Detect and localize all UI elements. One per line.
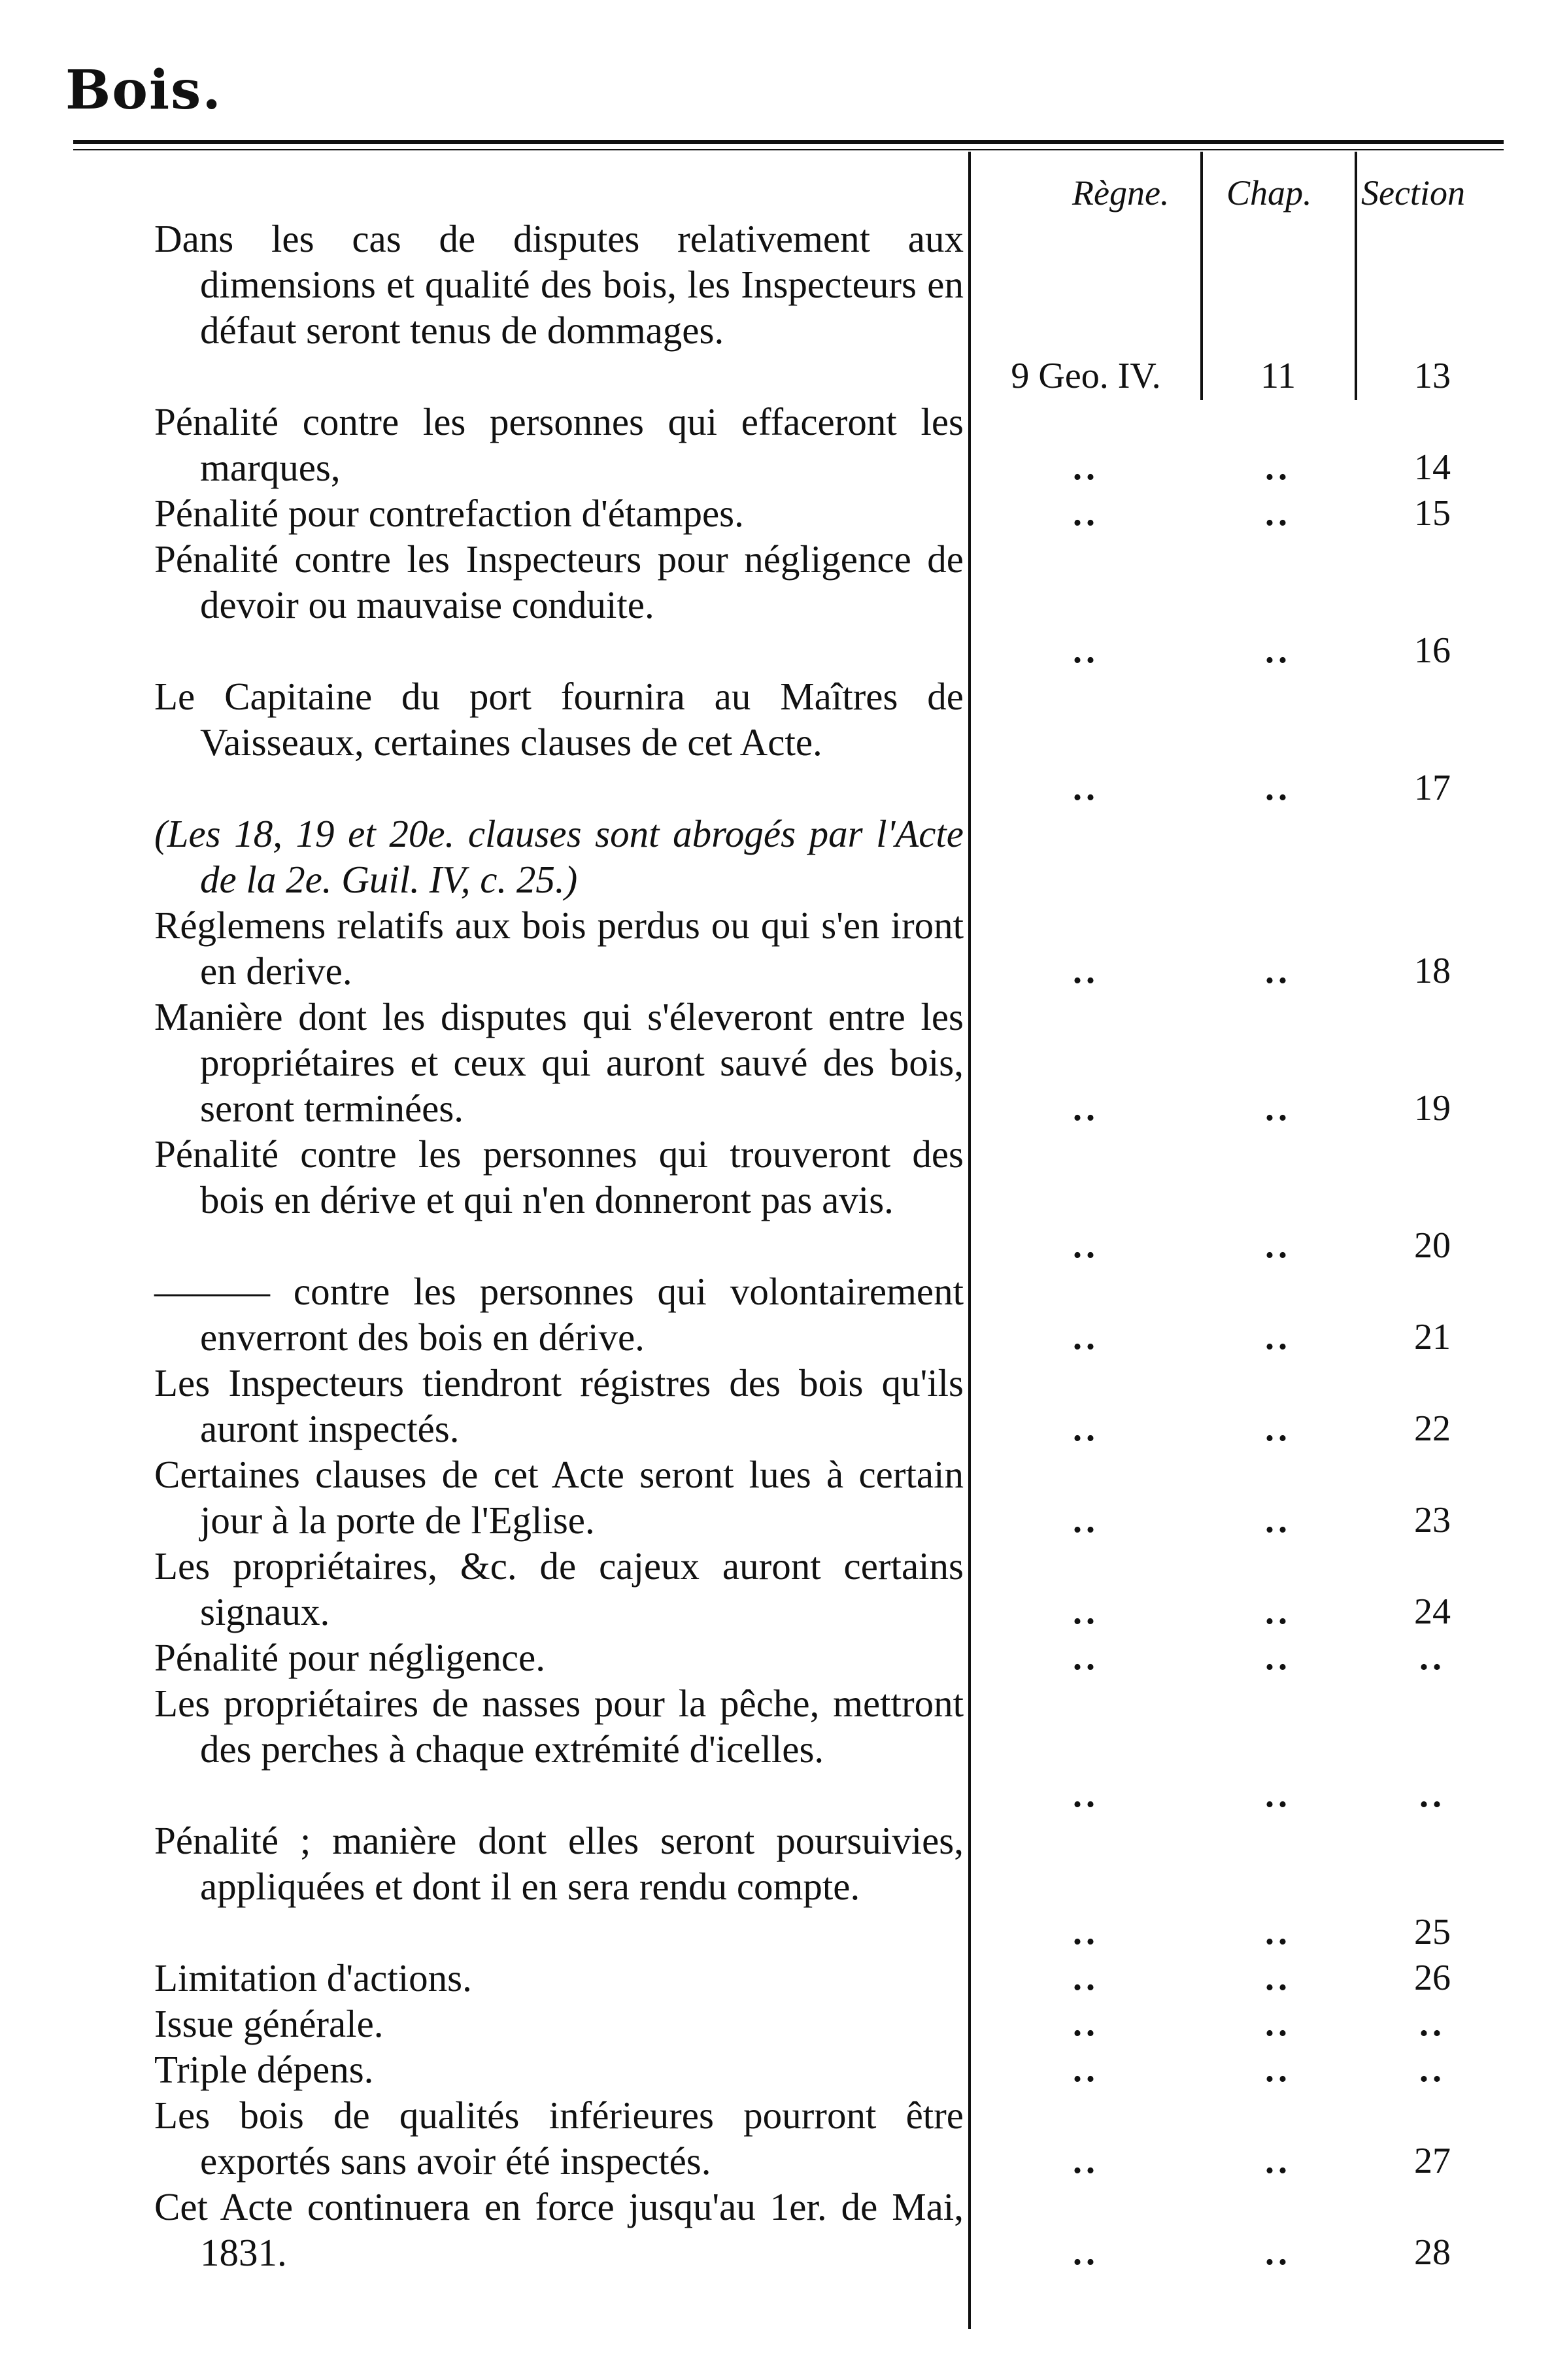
row-description: Pénalité ; manière dont elles seront poursuivies, appliquées et dont il en sera rendu compte. [154, 1819, 964, 1908]
row-regne: .. [1073, 447, 1099, 488]
row-section: 22 [1414, 1408, 1451, 1449]
row-regne: .. [1073, 1088, 1099, 1129]
row-regne: .. [1073, 630, 1099, 671]
row-chap: .. [1265, 2049, 1291, 2090]
table-row [0, 1635, 1554, 1680]
row-section: 18 [1414, 951, 1451, 991]
row-regne: .. [1073, 1637, 1099, 1678]
column-header-section: Section [1361, 173, 1465, 212]
row-description: (Les 18, 19 et 20e. clauses sont abrogés par l'Acte de la 2e. Guil. IV, c. 25.) [154, 812, 964, 901]
row-section: 15 [1414, 493, 1451, 534]
row-regne: .. [1073, 951, 1099, 991]
row-chap: .. [1265, 1958, 1291, 1998]
row-regne: .. [1073, 493, 1099, 534]
row-description: Pénalité contre les personnes qui effaceront les marques, [154, 400, 964, 489]
row-regne: 9 Geo. IV. [1011, 356, 1161, 396]
row-regne: .. [1073, 2141, 1099, 2181]
row-chap: .. [1265, 1317, 1291, 1357]
table-row [0, 490, 1554, 536]
table-row [0, 1818, 1554, 1955]
row-section: .. [1419, 2003, 1445, 2044]
row-description: ——— contre les personnes qui volontairement enverront des bois en dérive. [154, 1270, 964, 1359]
row-description: Les propriétaires, &c. de cajeux auront certains signaux. [154, 1544, 964, 1633]
row-description: Issue générale. [154, 2002, 384, 2045]
row-chap: .. [1265, 630, 1291, 671]
row-regne: .. [1073, 1500, 1099, 1540]
row-regne: .. [1073, 1225, 1099, 1266]
row-description: Limitation d'actions. [154, 1956, 472, 1999]
row-section: .. [1419, 1637, 1445, 1678]
row-section: 24 [1414, 1591, 1451, 1632]
row-chap: .. [1265, 1591, 1291, 1632]
row-chap: .. [1265, 1912, 1291, 1952]
table-row [0, 2001, 1554, 2047]
row-chap: .. [1265, 2003, 1291, 2044]
table-row [0, 1131, 1554, 1268]
row-regne: .. [1073, 1775, 1099, 1815]
row-regne: .. [1073, 1408, 1099, 1449]
table-row [0, 902, 1554, 994]
table-row-note [0, 811, 1554, 902]
row-chap: .. [1265, 768, 1291, 808]
row-chap: .. [1265, 493, 1291, 534]
row-chap: .. [1265, 1500, 1291, 1540]
row-chap: .. [1265, 1775, 1291, 1815]
table-row [0, 673, 1554, 811]
table-row [0, 399, 1554, 490]
row-description: Cet Acte continuera en force jusqu'au 1er. de Mai, 1831. [154, 2185, 964, 2274]
row-regne: .. [1073, 768, 1099, 808]
row-description: Triple dépens. [154, 2048, 374, 2091]
column-header-chap: Chap. [1226, 173, 1312, 212]
table-row [0, 1268, 1554, 1360]
row-regne: .. [1073, 1317, 1099, 1357]
row-regne: .. [1073, 1958, 1099, 1998]
row-regne: .. [1073, 2232, 1099, 2273]
row-section: .. [1419, 1775, 1445, 1815]
row-chap: .. [1265, 1408, 1291, 1449]
table-row [0, 1452, 1554, 1543]
table-row [0, 2047, 1554, 2092]
row-section: 21 [1414, 1317, 1451, 1357]
row-description: Pénalité contre les personnes qui trouveront des bois en dérive et qui n'en donneront pas avis. [154, 1132, 964, 1221]
column-header-regne: Règne. [1072, 173, 1170, 212]
row-chap: .. [1265, 447, 1291, 488]
table-row [0, 2092, 1554, 2184]
row-chap: 11 [1260, 356, 1296, 396]
row-section: 20 [1414, 1225, 1451, 1266]
row-regne: .. [1073, 2049, 1099, 2090]
row-section: 27 [1414, 2141, 1451, 2181]
row-description: Les Inspecteurs tiendront régistres des bois qu'ils auront inspectés. [154, 1361, 964, 1450]
row-description: Certaines clauses de cet Acte seront lues à certain jour à la porte de l'Eglise. [154, 1453, 964, 1542]
row-description: Pénalité pour contrefaction d'étampes. [154, 492, 744, 535]
row-section: 14 [1414, 447, 1451, 488]
row-section: 16 [1414, 630, 1451, 671]
header-rule-thick [73, 140, 1504, 144]
table-row [0, 216, 1554, 399]
header-rule-thin [73, 149, 1504, 150]
row-chap: .. [1265, 1637, 1291, 1678]
row-chap: .. [1265, 2232, 1291, 2273]
row-regne: .. [1073, 1591, 1099, 1632]
row-description: Le Capitaine du port fournira au Maîtres de Vaisseaux, certaines clauses de cet Acte. [154, 675, 964, 764]
table-row [0, 994, 1554, 1131]
row-description: Les propriétaires de nasses pour la pêche, mettront des perches à chaque extrémité d'icelles. [154, 1682, 964, 1771]
row-description: Manière dont les disputes qui s'éleveront entre les propriétaires et ceux qui auront sauvé des bois, seront terminées. [154, 995, 964, 1130]
row-chap: .. [1265, 1088, 1291, 1129]
row-section: 19 [1414, 1088, 1451, 1129]
table-row [0, 536, 1554, 673]
row-section: 25 [1414, 1912, 1451, 1952]
row-chap: .. [1265, 2141, 1291, 2181]
row-section: 13 [1414, 356, 1451, 396]
table-row [0, 1680, 1554, 1818]
row-section: 28 [1414, 2232, 1451, 2273]
row-description: Pénalité contre les Inspecteurs pour négligence de devoir ou mauvaise conduite. [154, 537, 964, 626]
table-row [0, 2184, 1554, 2275]
row-section: .. [1419, 2049, 1445, 2090]
row-section: 23 [1414, 1500, 1451, 1540]
row-description: Les bois de qualités inférieures pourront être exportés sans avoir été inspectés. [154, 2094, 964, 2183]
row-description: Réglemens relatifs aux bois perdus ou qui s'en iront en derive. [154, 904, 964, 993]
row-regne: .. [1073, 2003, 1099, 2044]
row-description: Dans les cas de disputes relativement aux dimensions et qualité des bois, les Inspecteurs en défaut seront tenus de dommages. [154, 217, 964, 352]
row-section: 17 [1414, 768, 1451, 808]
row-regne: .. [1073, 1912, 1099, 1952]
table-row [0, 1955, 1554, 2001]
row-chap: .. [1265, 1225, 1291, 1266]
table-row [0, 1360, 1554, 1452]
page-title: Bois. [65, 59, 222, 122]
row-chap: .. [1265, 951, 1291, 991]
row-section: 26 [1414, 1958, 1451, 1998]
row-description: Pénalité pour négligence. [154, 1636, 545, 1679]
table-row [0, 1543, 1554, 1635]
